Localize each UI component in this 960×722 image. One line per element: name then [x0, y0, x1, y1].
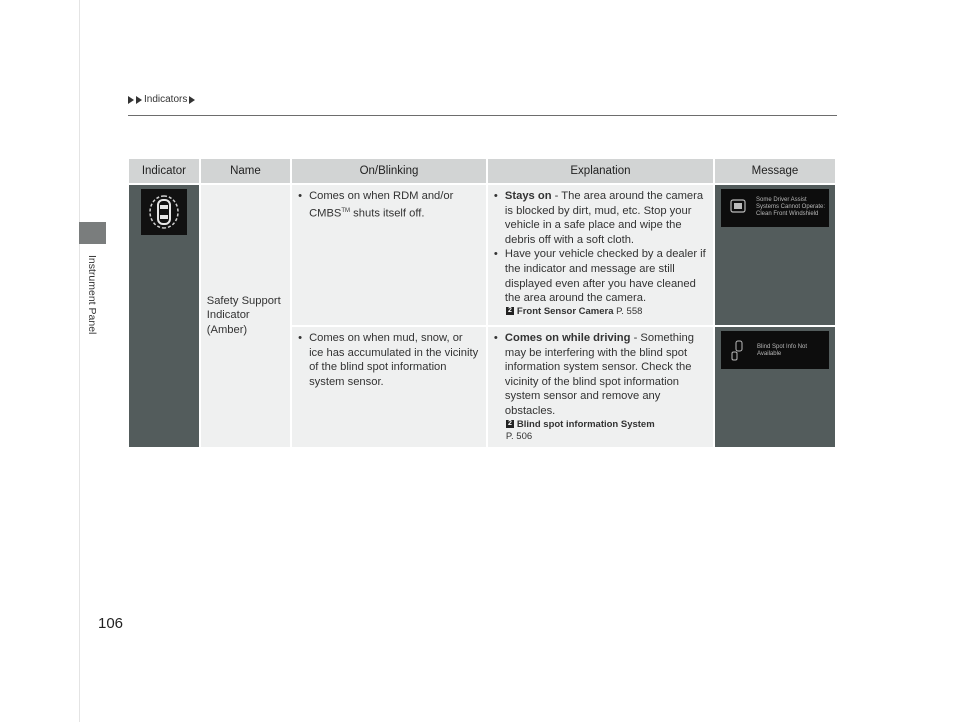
bullet-item: • Stays on - The area around the camera is blocked by dirt, mud, etc. Stop your vehicle in a safe place and wipe the debris off with a soft cloth.: [493, 190, 704, 246]
reference-arrow-icon: 2: [506, 420, 514, 428]
chapter-label: Instrument Panel: [86, 255, 98, 335]
explanation-text: - The area around the camera is blocked by dirt, mud, etc. Stop your vehicle in a safe place and wipe the debris off with a soft cloth.: [504, 190, 704, 246]
blind-spot-icon: [731, 339, 747, 361]
name-cell: [201, 185, 290, 447]
bullet-item: • Comes on while driving - Something may be interfering with the blind spot information system sensor. Check the vicinity of the blind spot information system sensor and remove any obstacles.: [493, 332, 694, 417]
bullet-item: • Comes on when RDM and/or CMBS™ shuts itself off.: [298, 190, 454, 220]
col-explanation: Explanation: [488, 159, 713, 183]
cross-reference[interactable]: [506, 419, 707, 443]
reference-arrow-icon: 2: [506, 307, 514, 315]
side-strip: [79, 0, 80, 722]
explanation-cell: [488, 327, 713, 447]
breadcrumb-arrow-icon: [128, 96, 134, 104]
reference-page: P. 506: [505, 430, 533, 442]
message-cell: [715, 327, 835, 447]
on-blinking-text: Comes on when RDM and/or: [309, 190, 454, 202]
reference-page: P. 558: [613, 305, 643, 317]
explanation-text: - Something may be interfering with the blind spot information system sensor. Check the vicinity of the blind spot information system sensor and remove any obstacles.: [504, 332, 694, 417]
col-name: Name: [201, 159, 290, 183]
on-blinking-text: CMBS: [309, 207, 342, 220]
on-blinking-cell: [292, 327, 486, 447]
bullet-item: • Have your vehicle checked by a dealer if the indicator and message are still displayed even after you have cleaned the area around the camera.: [493, 248, 706, 305]
col-indicator: Indicator: [129, 159, 199, 183]
table-row: [129, 185, 835, 325]
safety-support-indicator-icon: [141, 189, 187, 235]
reference-link[interactable]: Blind spot information System: [516, 418, 655, 430]
cross-reference[interactable]: [506, 306, 707, 318]
on-blinking-text: Comes on when mud, snow, or ice has accumulated in the vicinity of the blind spot information system sensor.: [309, 332, 479, 388]
header-rule: [128, 115, 837, 116]
message-cell: [715, 185, 835, 325]
explanation-text: Have your vehicle checked by a dealer if the indicator and message are still displayed even after you have cleaned the area around the camera.: [504, 248, 706, 305]
name-line: Safety Support: [206, 294, 281, 307]
explanation-heading: Stays on: [504, 190, 552, 202]
camera-blocked-icon: [730, 199, 746, 213]
on-blinking-cell: [292, 185, 486, 325]
col-message: Message: [715, 159, 835, 183]
name-line: (Amber): [206, 324, 248, 337]
message-display-image: [721, 331, 829, 369]
breadcrumb-arrow-icon: [189, 96, 195, 104]
page-number: 106: [98, 615, 124, 632]
message-text: Blind Spot Info Not Available: [757, 344, 808, 357]
indicator-cell: [129, 185, 199, 447]
breadcrumb-arrow-icon: [136, 96, 142, 104]
message-display-image: [721, 189, 829, 227]
on-blinking-text: shuts itself off.: [350, 207, 425, 220]
indicator-table: [127, 157, 837, 449]
trademark-mark: TM: [341, 207, 351, 214]
table-header-row: [129, 159, 835, 183]
explanation-heading: Comes on while driving: [504, 332, 631, 344]
bullet-item: • Comes on when mud, snow, or ice has accumulated in the vicinity of the blind spot information system sensor.: [298, 332, 479, 388]
breadcrumb-section[interactable]: Indicators: [144, 94, 188, 105]
message-text: Some Driver Assist Systems Cannot Operate: Clean Front Windshield: [756, 197, 826, 217]
col-on-blinking: On/Blinking: [292, 159, 486, 183]
breadcrumb: [128, 94, 195, 105]
explanation-cell: [488, 185, 713, 325]
name-line: Indicator: [206, 309, 250, 322]
reference-link[interactable]: Front Sensor Camera: [516, 305, 614, 317]
chapter-tab[interactable]: [79, 222, 106, 244]
